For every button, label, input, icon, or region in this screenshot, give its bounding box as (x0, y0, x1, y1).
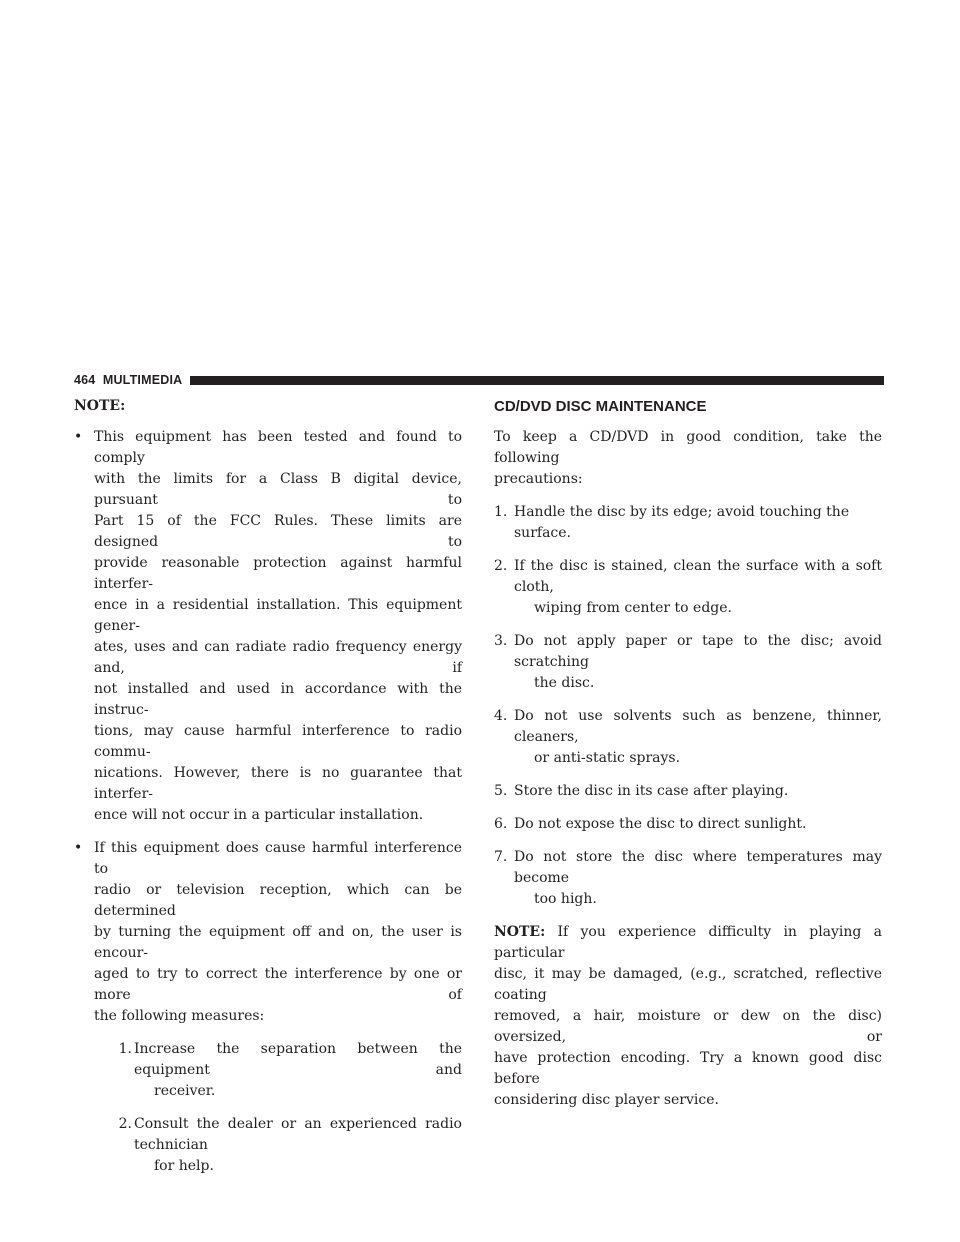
item-number: 1. (494, 504, 508, 520)
page-number: 464 (74, 373, 96, 387)
text-line: ence in a residential installation. This equipment gener- (94, 597, 462, 634)
text-line: ence will not occur in a particular installation. (94, 807, 424, 823)
text-line: aged to try to correct the interference by one or more of (94, 966, 462, 1003)
text-line: precautions: (494, 471, 583, 487)
text-line: for help. (154, 1158, 214, 1174)
text-line: too high. (534, 891, 597, 907)
bullet-marker: • (74, 429, 83, 445)
item-number: 4. (494, 708, 508, 724)
sub-list-item (74, 1039, 462, 1102)
note-label: NOTE: (74, 398, 126, 414)
sub-item-number: 1. (118, 1041, 132, 1057)
text-line: the disc. (534, 675, 595, 691)
text-line: the following measures: (94, 1008, 265, 1024)
item-number: 7. (494, 849, 508, 865)
section-title: CD/DVD DISC MAINTENANCE (494, 398, 707, 415)
sub-item-number: 2. (118, 1116, 132, 1132)
text-line: Part 15 of the FCC Rules. These limits are designed to (94, 513, 462, 550)
text-line: Increase the separation between the equipment and (134, 1041, 462, 1078)
item-number: 5. (494, 783, 508, 799)
item-number: 3. (494, 633, 508, 649)
bullet-marker: • (74, 840, 83, 856)
list-item (494, 706, 882, 769)
text-line: If the disc is stained, clean the surface with a soft cloth, (514, 558, 882, 595)
right-column (494, 396, 882, 1111)
text-line: nications. However, there is no guarantee that interfer- (94, 765, 462, 802)
bullet-item (74, 838, 462, 1177)
left-column (74, 396, 462, 1189)
page-header-label (74, 373, 190, 387)
text-line: tions, may cause harmful interference to radio commu- (94, 723, 462, 760)
section-name: MULTIMEDIA (102, 373, 183, 387)
note-label: NOTE: (494, 924, 546, 940)
sub-list-item (74, 1114, 462, 1177)
text-line: or anti-static sprays. (534, 750, 681, 766)
text-line: Do not apply paper or tape to the disc; avoid scratching (514, 633, 882, 670)
text-line: Do not store the disc where temperatures may become (514, 849, 882, 886)
list-item (494, 556, 882, 619)
text-line: by turning the equipment off and on, the user is encour- (94, 924, 462, 961)
note-paragraph (494, 922, 882, 1111)
text-line: disc, it may be damaged, (e.g., scratched, reflective coating (494, 966, 882, 1003)
text-line: ates, uses and can radiate radio frequency energy and, if (94, 639, 462, 676)
text-line: have protection encoding. Try a known good disc before (494, 1050, 882, 1087)
note-text: If you experience difficulty in playing a particular (494, 924, 882, 961)
list-item (494, 631, 882, 694)
text-line: radio or television reception, which can be determined (94, 882, 462, 919)
text-line: not installed and used in accordance with the instruc- (94, 681, 462, 718)
text-line: Consult the dealer or an experienced radio technician (134, 1116, 462, 1153)
text-line: considering disc player service. (494, 1092, 719, 1108)
list-item (494, 502, 882, 544)
item-number: 6. (494, 816, 508, 832)
text-line: receiver. (154, 1083, 216, 1099)
list-item (494, 781, 882, 802)
text-line: with the limits for a Class B digital device, pursuant to (94, 471, 462, 508)
header-rule (190, 376, 884, 385)
bullet-item (74, 427, 462, 826)
intro-paragraph (494, 427, 882, 490)
text-line: This equipment has been tested and found to comply (94, 429, 462, 466)
item-number: 2. (494, 558, 508, 574)
text-line: Handle the disc by its edge; avoid touching the surface. (514, 504, 850, 541)
text-line: If this equipment does cause harmful interference to (94, 840, 462, 877)
text-line: Do not expose the disc to direct sunlight. (514, 816, 807, 832)
list-item (494, 814, 882, 835)
text-line: removed, a hair, moisture or dew on the disc) oversized, or (494, 1008, 882, 1045)
text-line: To keep a CD/DVD in good condition, take the following (494, 429, 882, 466)
page-header (74, 372, 884, 388)
text-line: wiping from center to edge. (534, 600, 733, 616)
text-line: Store the disc in its case after playing. (514, 783, 789, 799)
list-item (494, 847, 882, 910)
text-line (494, 922, 882, 964)
text-line: provide reasonable protection against harmful interfer- (94, 555, 462, 592)
text-line: Do not use solvents such as benzene, thinner, cleaners, (514, 708, 882, 745)
